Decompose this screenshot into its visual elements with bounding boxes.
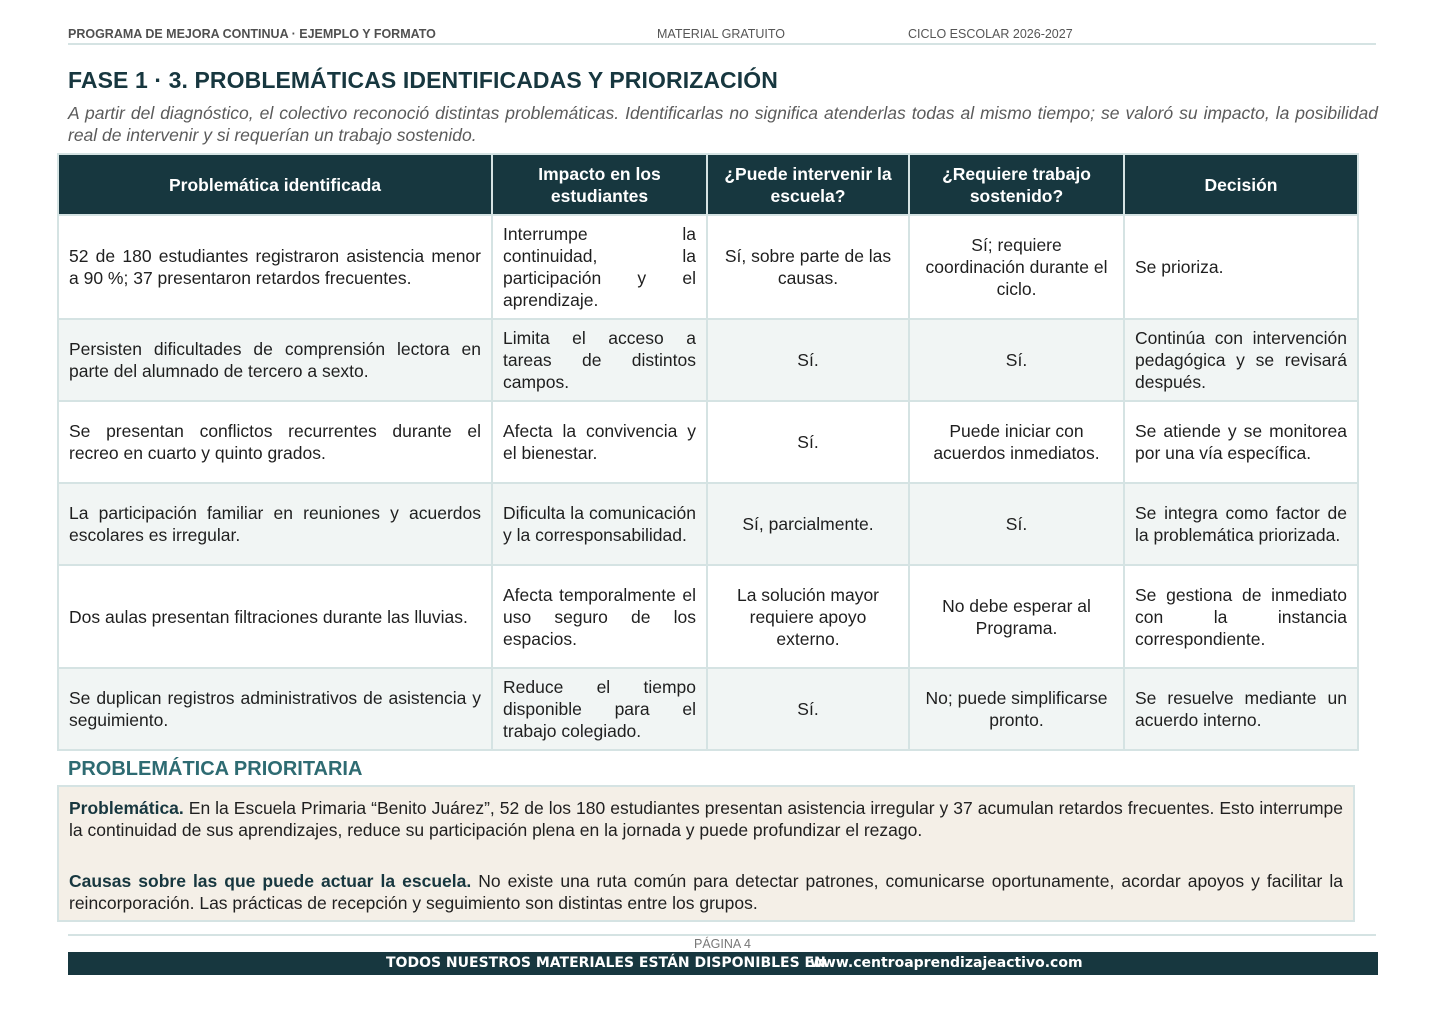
cell-impact: Limita el acceso a tareas de distintos campos. [492, 319, 707, 401]
table-row [58, 215, 1358, 319]
priority-box [57, 785, 1355, 922]
cell-can-intervene: Sí. [707, 319, 909, 401]
cell-sustained-work: Sí; requiere coordinación durante el ciclo. [909, 215, 1124, 319]
problems-table [57, 153, 1359, 751]
cell-can-intervene: Sí, sobre parte de las causas. [707, 215, 909, 319]
cell-problem: Se presentan conflictos recurrentes durante el recreo en cuarto y quinto grados. [58, 401, 492, 483]
cell-sustained-work: Puede iniciar con acuerdos inmediatos. [909, 401, 1124, 483]
cell-sustained-work: Sí. [909, 319, 1124, 401]
priority-causes-text: No existe una ruta común para detectar patrones, comunicarse oportunamente, acordar apoyos y facilitar la reincorporación. Las prácticas de recepción y seguimiento son distintas entre los grupos. [69, 871, 1343, 913]
table-header-row [58, 154, 1358, 215]
header-sustained-work: ¿Requiere trabajo sostenido? [909, 154, 1124, 215]
priority-heading: PROBLEMÁTICA PRIORITARIA [68, 758, 363, 780]
table-row [58, 565, 1358, 668]
cell-decision: Se prioriza. [1124, 215, 1358, 319]
free-material-label: MATERIAL GRATUITO [657, 27, 786, 41]
table-row [58, 319, 1358, 401]
cell-decision: Se gestiona de inmediato con la instancia correspondiente. [1124, 565, 1358, 668]
cell-can-intervene: Sí. [707, 668, 909, 750]
header-impact: Impacto en los estudiantes [492, 154, 707, 215]
priority-causes-label: Causas sobre las que puede actuar la escuela. [69, 871, 472, 891]
header-can-intervene: ¿Puede intervenir la escuela? [707, 154, 909, 215]
cell-can-intervene: Sí. [707, 401, 909, 483]
priority-problem-label: Problemática. [69, 798, 184, 818]
cell-impact: Reduce el tiempo disponible para el trabajo colegiado. [492, 668, 707, 750]
cell-sustained-work: Sí. [909, 483, 1124, 565]
cell-problem: Dos aulas presentan filtraciones durante las lluvias. [58, 565, 492, 668]
cell-decision: Se resuelve mediante un acuerdo interno. [1124, 668, 1358, 750]
page-header [68, 27, 1376, 45]
cell-problem: 52 de 180 estudiantes registraron asistencia menor a 90 %; 37 presentaron retardos frecuentes. [58, 215, 492, 319]
cell-problem: Persisten dificultades de comprensión lectora en parte del alumnado de tercero a sexto. [58, 319, 492, 401]
footer-banner-text: TODOS NUESTROS MATERIALES ESTÁN DISPONIBLES EN [386, 955, 826, 971]
header-problem: Problemática identificada [58, 154, 492, 215]
cell-impact: Afecta la convivencia y el bienestar. [492, 401, 707, 483]
cell-can-intervene: Sí, parcialmente. [707, 483, 909, 565]
cell-decision: Continúa con intervención pedagógica y se revisará después. [1124, 319, 1358, 401]
cell-impact: Afecta temporalmente el uso seguro de los espacios. [492, 565, 707, 668]
cell-decision: Se integra como factor de la problemática priorizada. [1124, 483, 1358, 565]
table-row [58, 668, 1358, 750]
footer-website-link[interactable]: www.centroaprendizajeactivo.com [810, 955, 1083, 971]
program-label: PROGRAMA DE MEJORA CONTINUA · EJEMPLO Y FORMATO [68, 27, 436, 41]
footer-banner [68, 952, 1378, 975]
cell-sustained-work: No debe esperar al Programa. [909, 565, 1124, 668]
header-decision: Decisión [1124, 154, 1358, 215]
school-year-label: CICLO ESCOLAR 2026-2027 [908, 27, 1073, 41]
footer-divider [68, 934, 1376, 936]
cell-impact: Dificulta la comunicación y la corresponsabilidad. [492, 483, 707, 565]
cell-can-intervene: La solución mayor requiere apoyo externo. [707, 565, 909, 668]
table-row [58, 401, 1358, 483]
table-row [58, 483, 1358, 565]
cell-decision: Se atiende y se monitorea por una vía específica. [1124, 401, 1358, 483]
priority-problem-text: En la Escuela Primaria “Benito Juárez”, 52 de los 180 estudiantes presentan asistencia irregular y 37 acumulan retardos frecuentes. Esto interrumpe la continuidad de sus aprendizajes, reduce su participación plena en la jornada y puede profundizar el rezago. [69, 798, 1343, 840]
intro-paragraph: A partir del diagnóstico, el colectivo reconoció distintas problemáticas. Identificarlas no significa atenderlas todas al mismo tiempo; se valoró su impacto, la posibilidad real de intervenir y si requerían un trabajo sostenido. [68, 103, 1378, 145]
page-number: PÁGINA 4 [694, 937, 751, 951]
priority-problem-paragraph [69, 797, 1343, 841]
cell-impact: Interrumpe la continuidad, la participación y el aprendizaje. [492, 215, 707, 319]
cell-sustained-work: No; puede simplificarse pronto. [909, 668, 1124, 750]
cell-problem: Se duplican registros administrativos de asistencia y seguimiento. [58, 668, 492, 750]
page-title: FASE 1 · 3. PROBLEMÁTICAS IDENTIFICADAS Y PRIORIZACIÓN [68, 67, 778, 93]
cell-problem: La participación familiar en reuniones y acuerdos escolares es irregular. [58, 483, 492, 565]
priority-causes-paragraph [69, 870, 1343, 914]
